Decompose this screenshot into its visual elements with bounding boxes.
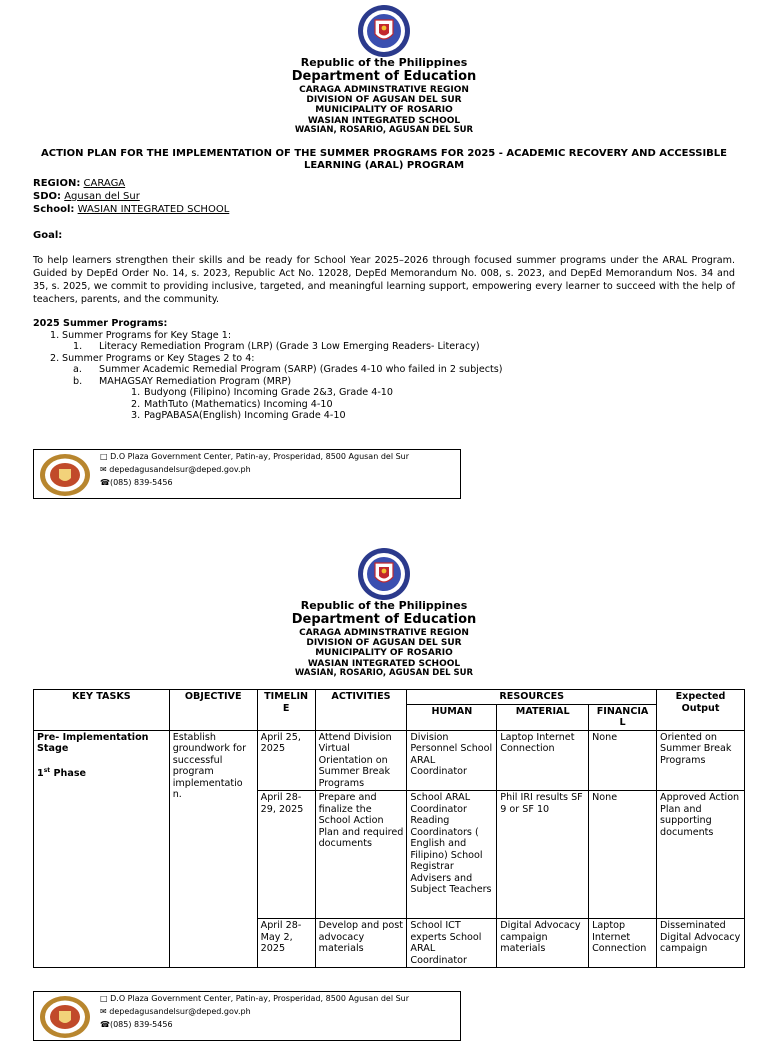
municipality-line: MUNICIPALITY OF ROSARIO — [315, 105, 453, 116]
municipality-line: MUNICIPALITY OF ROSARIO — [315, 648, 453, 659]
footer-phone: (085) 839-5456 — [109, 477, 173, 487]
action-plan-table — [33, 689, 745, 968]
region-line: CARAGA ADMINSTRATIVE REGION — [299, 627, 469, 638]
activities-cell: Develop and post advocacy materials — [315, 919, 407, 968]
department-line: Department of Education — [291, 611, 477, 627]
deped-seal-logo — [357, 4, 411, 58]
material-cell: Phil IRI results SF 9 or SF 10 — [497, 791, 589, 919]
header-key-tasks: KEY TASKS — [34, 690, 170, 731]
financial-cell: None — [589, 791, 657, 919]
department-line: Department of Education — [291, 68, 477, 84]
page-footer — [33, 449, 461, 499]
region-line: CARAGA ADMINSTRATIVE REGION — [299, 84, 469, 95]
division-line: DIVISION OF AGUSAN DEL SUR — [306, 637, 462, 648]
timeline-cell: April 25, 2025 — [257, 730, 315, 791]
school-line: WASIAN INTEGRATED SCHOOL — [307, 115, 461, 126]
letterhead — [0, 600, 768, 679]
goal-text: To help learners strengthen their skills and be ready for School Year 2025–2026 through focused summer programs under the ARAL Program. Guided by DepEd Order No. 14, s. 2023, Republic Act No. 12028, DepEd Memorandum No. 008, s. 2023, and DepEd Memorandum Nos. 34 and 35, s. 2025, we commit to providing inclusive, targeted, and meaningful learning support, empowering every learner to succeed with the help of teachers, parents, and the community. — [33, 255, 735, 305]
list-item: 3. PagPABASA(English) Incoming Grade 4-10 — [131, 410, 346, 421]
sdo-logo — [38, 995, 92, 1039]
header-timeline: TIMELIN E — [257, 690, 315, 731]
footer-email: depedagusandelsur@deped.gov.ph — [109, 464, 251, 474]
objective-cell: Establish groundwork for successful program implementatio n. — [169, 730, 257, 968]
header-expected-output: Expected Output — [657, 690, 745, 731]
header-activities: ACTIVITIES — [315, 690, 407, 731]
list-item: 2. Summer Programs or Key Stages 2 to 4: — [50, 352, 255, 364]
material-cell: Digital Advocacy campaign materials — [497, 919, 589, 968]
table-row — [34, 730, 745, 791]
human-cell: School ARAL Coordinator Reading Coordinators ( English and Filipino) School Registrar Advisers and Subject Teachers — [407, 791, 497, 919]
output-cell: Approved Action Plan and supporting documents — [657, 791, 745, 919]
sdo-value: Agusan del Sur — [64, 191, 140, 202]
location-icon: □ — [100, 994, 108, 1003]
activities-cell: Attend Division Virtual Orientation on Summer Break Programs — [315, 730, 407, 791]
material-cell: Laptop Internet Connection — [497, 730, 589, 791]
deped-seal-logo — [357, 547, 411, 601]
financial-cell: Laptop Internet Connection — [589, 919, 657, 968]
school-label: School: — [33, 204, 75, 215]
header-objective: OBJECTIVE — [169, 690, 257, 731]
financial-cell: None — [589, 730, 657, 791]
key-task-title: Pre- Implementation Stage — [37, 731, 149, 754]
footer-phone: (085) 839-5456 — [109, 1019, 173, 1029]
envelope-icon: ✉ — [100, 464, 107, 474]
header-material: MATERIAL — [497, 704, 589, 730]
document-title: ACTION PLAN FOR THE IMPLEMENTATION OF THE SUMMER PROGRAMS FOR 2025 - ACADEMIC RECOVERY AND ACCESSIBLE LEARNING (ARAL) PROGRAM — [41, 148, 727, 171]
sdo-logo — [38, 453, 92, 497]
division-line: DIVISION OF AGUSAN DEL SUR — [306, 94, 462, 105]
output-cell: Oriented on Summer Break Programs — [657, 730, 745, 791]
sdo-label: SDO: — [33, 191, 62, 202]
list-item: 1. Literacy Remediation Program (LRP) (Grade 3 Low Emerging Readers- Literacy) — [73, 341, 480, 352]
region-value: CARAGA — [83, 178, 126, 189]
phone-icon: ☎ — [100, 477, 110, 487]
goal-heading: Goal: — [33, 230, 63, 241]
school-value: WASIAN INTEGRATED SCHOOL — [77, 204, 230, 215]
school-info — [33, 177, 229, 216]
timeline-cell: April 28-29, 2025 — [257, 791, 315, 919]
footer-address: D.O Plaza Government Center, Patin-ay, Prosperidad, 8500 Agusan del Sur — [110, 994, 410, 1003]
republic-line: Republic of the Philippines — [300, 56, 468, 69]
address-line: WASIAN, ROSARIO, AGUSAN DEL SUR — [294, 124, 474, 135]
activities-cell: Prepare and finalize the School Action Plan and required documents — [315, 791, 407, 919]
programs-list — [33, 318, 503, 422]
header-resources: RESOURCES — [407, 690, 657, 705]
list-item: a. Summer Academic Remedial Program (SARP) (Grades 4-10 who failed in 2 subjects) — [73, 364, 503, 375]
footer-contact — [100, 451, 409, 489]
header-human: HUMAN — [407, 704, 497, 730]
page-footer — [33, 991, 461, 1041]
header-financial: FINANCIA L — [589, 704, 657, 730]
list-item: 2. MathTuto (Mathematics) Incoming 4-10 — [131, 398, 333, 410]
list-item: b. MAHAGSAY Remediation Program (MRP) — [73, 375, 292, 387]
programs-heading: 2025 Summer Programs: — [33, 318, 168, 329]
phone-icon: ☎ — [100, 1019, 110, 1029]
footer-contact — [100, 993, 409, 1031]
list-item: 1. Budyong (Filipino) Incoming Grade 2&3, Grade 4-10 — [131, 387, 394, 398]
footer-email: depedagusandelsur@deped.gov.ph — [109, 1006, 251, 1016]
key-task-phase: 1st Phase — [37, 766, 87, 779]
school-line: WASIAN INTEGRATED SCHOOL — [307, 658, 461, 669]
region-label: REGION: — [33, 178, 81, 189]
footer-address: D.O Plaza Government Center, Patin-ay, Prosperidad, 8500 Agusan del Sur — [110, 452, 410, 461]
republic-line: Republic of the Philippines — [300, 599, 468, 612]
output-cell: Disseminated Digital Advocacy campaign — [657, 919, 745, 968]
location-icon: □ — [100, 452, 108, 461]
human-cell: Division Personnel School ARAL Coordinator — [407, 730, 497, 791]
list-item: 1. Summer Programs for Key Stage 1: — [50, 329, 232, 341]
envelope-icon: ✉ — [100, 1006, 107, 1016]
key-task-cell — [34, 730, 170, 968]
timeline-cell: April 28- May 2, 2025 — [257, 919, 315, 968]
address-line: WASIAN, ROSARIO, AGUSAN DEL SUR — [294, 667, 474, 678]
letterhead — [0, 57, 768, 136]
human-cell: School ICT experts School ARAL Coordinator — [407, 919, 497, 968]
